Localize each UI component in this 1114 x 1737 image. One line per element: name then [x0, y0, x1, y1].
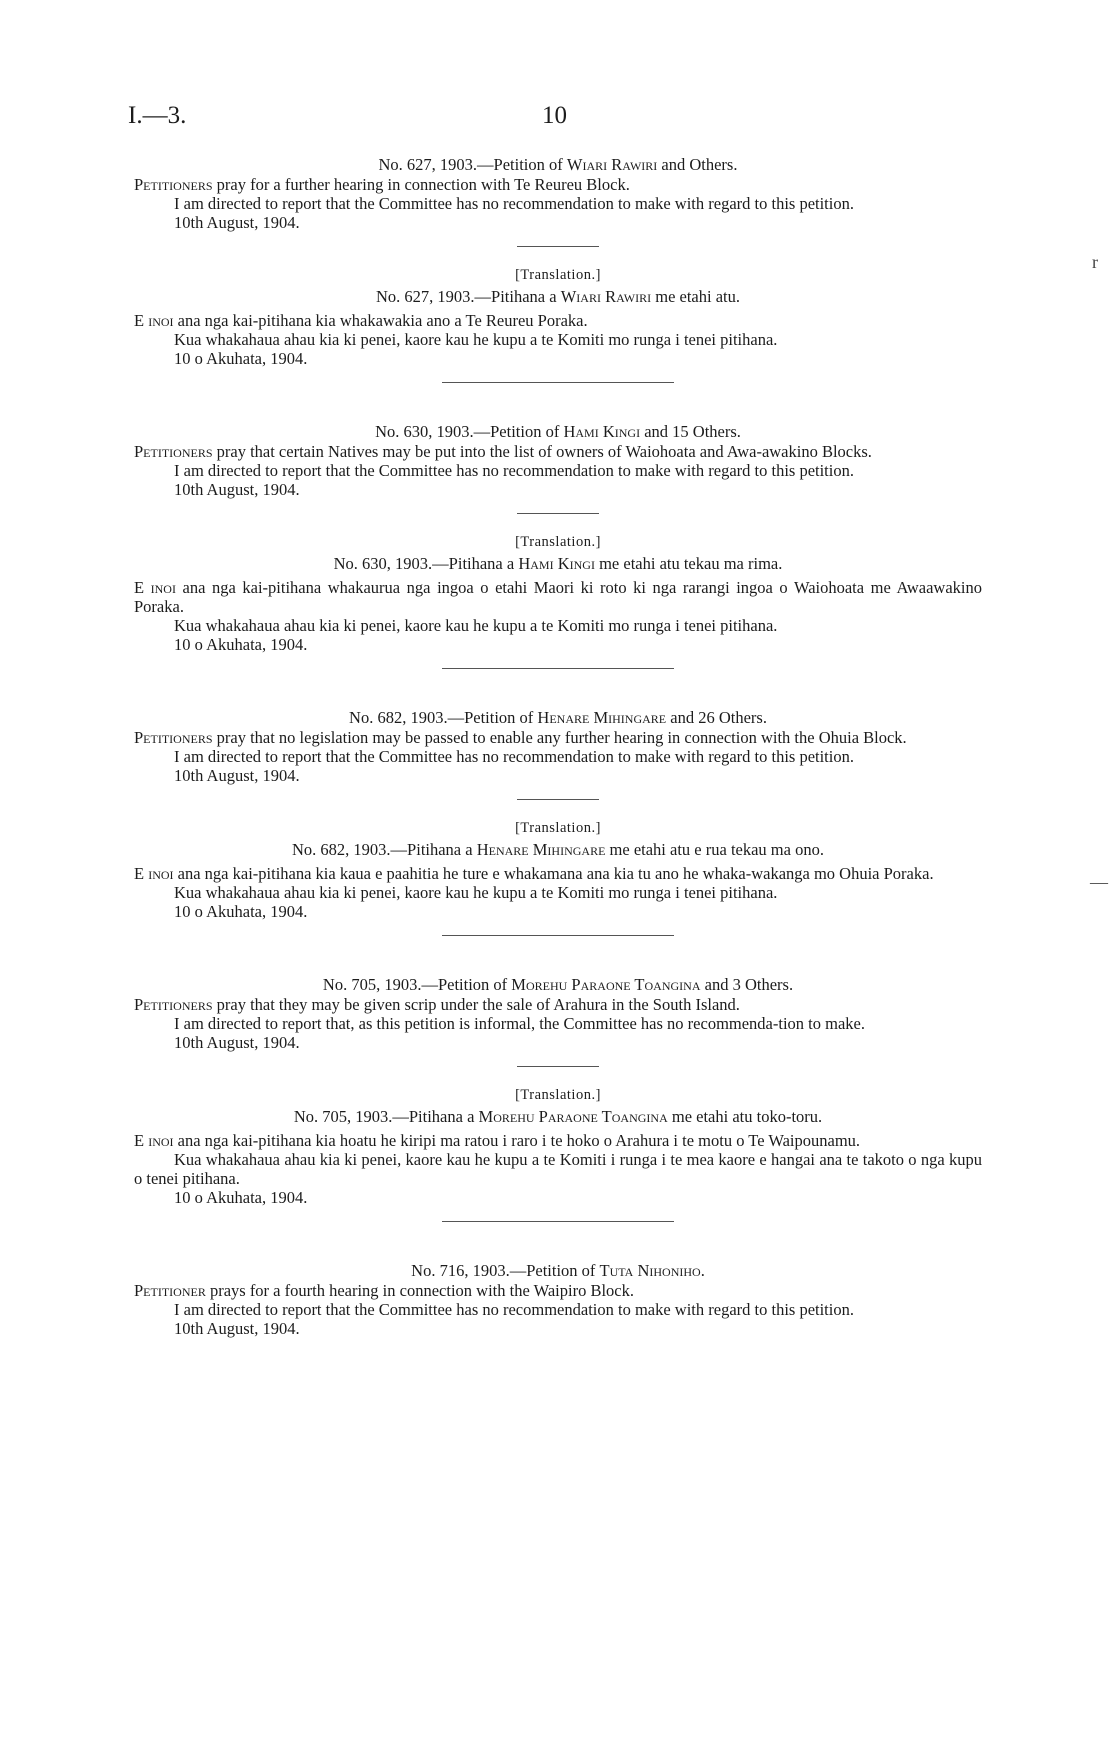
petition-section: [134, 421, 982, 669]
petition-title: No. 705, 1903.—Petition of Morehu Paraone Toangina and 3 Others.: [322, 975, 794, 994]
petition-title: No. 630, 1903.—Petition of Hami Kingi and 15 Others.: [375, 422, 741, 441]
translation-label: [Translation.]: [515, 820, 601, 836]
section-divider: [442, 1221, 674, 1222]
translation-date: 10 o Akuhata, 1904.: [174, 902, 308, 921]
petition-title: No. 627, 1903.—Petition of Wiari Rawiri and Others.: [378, 155, 738, 174]
report-date: 10th August, 1904.: [174, 1033, 300, 1052]
translation-title: No. 705, 1903.—Pitihana a Morehu Paraone Toangina me etahi atu toko-toru.: [293, 1107, 823, 1126]
petitioner-name: Tuta Nihoniho: [599, 1261, 701, 1280]
committee-report: I am directed to report that, as this petition is informal, the Committee has no recommenda-tion to make.: [174, 1014, 865, 1033]
translation-report: Kua whakahaua ahau kia ki penei, kaore kau he kupu a te Komiti mo runga i tenei pitihana.: [174, 616, 778, 635]
petition-prayer: Petitioners pray that no legislation may be passed to enable any further hearing in connection with the Ohuia Block.: [134, 728, 907, 747]
translation-prayer: E inoi ana nga kai-pitihana whakaurua nga ingoa o etahi Maori ki roto ki nga rarangi ingoa o Waiohoata me Awaawakino Poraka.: [134, 578, 982, 616]
section-divider: [442, 382, 674, 383]
petition-prayer: Petitioner prays for a fourth hearing in connection with the Waipiro Block.: [134, 1281, 634, 1300]
margin-mark: —: [1090, 872, 1108, 892]
petition-prayer: Petitioners pray that they may be given scrip under the sale of Arahura in the South Island.: [134, 995, 740, 1014]
petition-section: [134, 707, 982, 936]
translation-date: 10 o Akuhata, 1904.: [174, 635, 308, 654]
margin-mark: r: [1092, 252, 1098, 272]
petition-section: [134, 974, 982, 1222]
petition-section: [134, 1260, 982, 1338]
translation-date: 10 o Akuhata, 1904.: [174, 349, 308, 368]
translation-report: Kua whakahaua ahau kia ki penei, kaore kau he kupu a te Komiti mo runga i tenei pitihana.: [174, 883, 778, 902]
petition-prayer: Petitioners pray for a further hearing in connection with Te Reureu Block.: [134, 175, 630, 194]
divider: [517, 513, 599, 514]
translation-report: Kua whakahaua ahau kia ki penei, kaore kau he kupu a te Komiti mo runga i tenei pitihana.: [174, 330, 778, 349]
translation-prayer: E inoi ana nga kai-pitihana kia whakawakia ano a Te Reureu Poraka.: [134, 311, 588, 330]
committee-report: I am directed to report that the Committee has no recommendation to make with regard to this petition.: [174, 461, 854, 480]
translation-title: No. 630, 1903.—Pitihana a Hami Kingi me etahi atu tekau ma rima.: [333, 554, 783, 573]
report-date: 10th August, 1904.: [174, 766, 300, 785]
petitioner-name: Morehu Paraone Toangina: [511, 975, 701, 994]
translation-label: [Translation.]: [515, 534, 601, 550]
committee-report: I am directed to report that the Committee has no recommendation to make with regard to this petition.: [174, 747, 854, 766]
petitioner-name: Wiari Rawiri: [566, 155, 658, 174]
translation-label: [Translation.]: [515, 1087, 601, 1103]
section-divider: [442, 668, 674, 669]
translation-report: Kua whakahaua ahau kia ki penei, kaore kau he kupu a te Komiti i runga i te mea kaore e hangai ana te takoto o nga kupu o tenei pitihana.: [134, 1150, 982, 1188]
petition-section: [134, 154, 982, 383]
translation-prayer: E inoi ana nga kai-pitihana kia hoatu he kiripi ma ratou i raro i te hoko o Arahura i te motu o Te Waipounamu.: [134, 1131, 861, 1150]
committee-report: I am directed to report that the Committee has no recommendation to make with regard to this petition.: [174, 194, 854, 213]
divider: [517, 799, 599, 800]
petition-title: No. 682, 1903.—Petition of Henare Mihingare and 26 Others.: [349, 708, 767, 727]
petitioner-name: Hami Kingi: [563, 422, 641, 441]
paper-reference: I.—3.: [128, 102, 187, 129]
translation-date: 10 o Akuhata, 1904.: [174, 1188, 308, 1207]
translation-label: [Translation.]: [515, 267, 601, 283]
section-divider: [442, 935, 674, 936]
translation-prayer: E inoi ana nga kai-pitihana kia kaua e paahitia he ture e whakamana ana kia tu ano he whaka-wakanga mo Ohuia Poraka.: [134, 864, 934, 883]
petitioner-name: Henare Mihingare: [537, 708, 667, 727]
translation-title: No. 682, 1903.—Pitihana a Henare Mihingare me etahi atu e rua tekau ma ono.: [292, 840, 824, 859]
report-date: 10th August, 1904.: [174, 213, 300, 232]
translation-title: No. 627, 1903.—Pitihana a Wiari Rawiri me etahi atu.: [376, 287, 740, 306]
report-date: 10th August, 1904.: [174, 480, 300, 499]
page-number: 10: [542, 102, 567, 129]
petition-prayer: Petitioners pray that certain Natives may be put into the list of owners of Waiohoata and Awa-awakino Blocks.: [134, 442, 872, 461]
petitions-list: [134, 154, 982, 1338]
committee-report: I am directed to report that the Committee has no recommendation to make with regard to this petition.: [174, 1300, 854, 1319]
report-date: 10th August, 1904.: [174, 1319, 300, 1338]
divider: [517, 246, 599, 247]
petition-title: No. 716, 1903.—Petition of Tuta Nihoniho.: [411, 1261, 705, 1280]
divider: [517, 1066, 599, 1067]
